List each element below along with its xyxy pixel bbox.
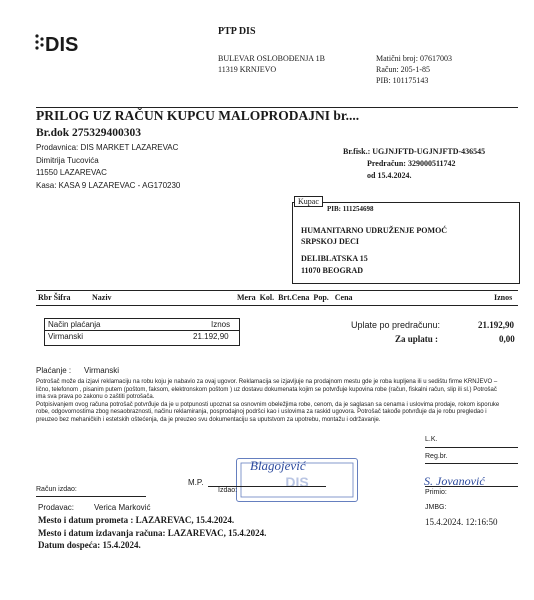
kupac-name-line1: HUMANITARNO UDRUŽENJE POMOĆ — [301, 226, 448, 235]
col-naziv: Naziv — [92, 293, 112, 302]
br-fisk: Br.fisk.: UGJNJFTD-UGJNJFTD-436545 — [343, 147, 486, 156]
svg-text:DIS: DIS — [45, 34, 79, 56]
izdao-label: Izdao: — [218, 487, 238, 494]
company-name: PTP DIS — [218, 26, 256, 37]
store-city: 11550 LAZAREVAC — [36, 168, 107, 177]
kupac-city: 11070 BEOGRAD — [301, 266, 364, 275]
payment-table-rule — [44, 330, 240, 331]
za-uplatu-label: Za uplatu : — [395, 334, 439, 344]
payment-method: Virmanski — [48, 332, 83, 341]
doc-title: PRILOG UZ RAČUN KUPCU MALOPRODAJNI br.... — [36, 108, 360, 123]
prodavnica: Prodavnica: DIS MARKET LAZAREVAC — [36, 143, 179, 152]
predracun: Predračun: 329000511742 — [367, 159, 456, 168]
table-bottom-rule — [36, 305, 518, 306]
col-iznos: Iznos — [494, 293, 513, 302]
predracun-date: od 15.4.2024. — [367, 171, 412, 180]
print-timestamp: 15.4.2024. 12:16:50 — [425, 517, 498, 527]
racun-izdao-label: Račun izdao: — [36, 486, 77, 493]
signature-right: S. Jovanović — [424, 474, 485, 488]
prodavac-label: Prodavac: — [38, 503, 75, 512]
maticni-broj: Matični broj: 07617003 — [376, 54, 452, 63]
racun-izdao-line — [36, 496, 146, 497]
payment-amount-header: Iznos — [211, 320, 231, 329]
col-rbr-sifra: Rbr Šifra — [38, 293, 71, 302]
placanje-value: Virmanski — [84, 366, 119, 375]
company-pib: PIB: 101175143 — [376, 76, 429, 85]
legal-paragraph-1: Potrošač može da izjavi reklamaciju na robu koju je nabavio za ovaj ugovor. Reklamacija se izjavljuje na prodajnom mestu gde je roba kupljena ili u sedištu firme KRNJEVO – lično, telefonom , pisanim putem (poštom, faksom, elektronskom poštom ) uz dostavu dokumenata kojim se potvrđuje kupovina robe (račun, fiskalni račun, slip ili sl.) Potrošač ima sva prava po zakonu o zaštiti potrošača. — [36, 379, 498, 401]
mp-label: M.P. — [188, 478, 204, 487]
legal-text — [36, 379, 506, 425]
mesto-prometa: Mesto i datum prometa : LAZAREVAC, 15.4.2024. — [38, 515, 235, 525]
payment-method-header: Način plaćanja — [48, 320, 101, 329]
reg-br-line — [425, 463, 518, 464]
company-address-line1: BULEVAR OSLOBOĐENJA 1B — [218, 54, 325, 63]
col-mera-kol-cena: Mera Kol. Brt.Cena Pop. Cena — [237, 293, 353, 302]
store-street: Dimitrija Tucovića — [36, 156, 99, 165]
kasa: Kasa: KASA 9 LAZAREVAC - AG170230 — [36, 181, 181, 190]
za-uplatu-value: 0,00 — [499, 334, 515, 344]
company-racun: Račun: 205-1-85 — [376, 65, 430, 74]
reg-br-label: Reg.br. — [425, 453, 448, 460]
doc-br-dok: Br.dok 275329400303 — [36, 127, 142, 139]
datum-dospeca: Datum dospeća: 15.4.2024. — [38, 540, 141, 550]
company-logo — [34, 32, 92, 61]
kupac-street: DELIBLATSKA 15 — [301, 254, 368, 263]
svg-text:DIS: DIS — [285, 474, 309, 490]
uplate-label: Uplate po predračunu: — [351, 320, 441, 330]
placanje-label: Plaćanje : — [36, 366, 72, 375]
lk-label: L.K. — [425, 436, 438, 443]
legal-paragraph-2: Potpisivanjem ovog računa potrošač potvrđuje da je u potpunosti upoznat sa osnovnim obeležjima robe, cenom, da je saglasan sa cenama i uslovima prodaje, rokom isporuke robe, odgovornostima zbog nesaobraznosti, načinu reklamiranja, posprodajnoj podršci kao i uslovima za raskid ugovora. Potrošač takođe potvrđuje da je robu pregledao i preuzeo bez mehaničkih i estetskih oštećenja, da je preuzeo svu dokumentaciju sa uputstvom za upotrebu, montažu i održavanje. — [36, 401, 500, 423]
kupac-label: Kupac — [294, 196, 323, 207]
mesto-izdavanja: Mesto i datum izdavanja računa: LAZAREVAC, 15.4.2024. — [38, 528, 267, 538]
primio-line — [425, 486, 518, 487]
payment-amount: 21.192,90 — [193, 332, 229, 341]
lk-line — [425, 447, 518, 448]
signature-left: Blagojević — [250, 458, 306, 473]
jmbg-label: JMBG: — [425, 504, 447, 511]
uplate-value: 21.192,90 — [478, 320, 514, 330]
kupac-pib: PIB: 111254698 — [327, 205, 374, 213]
primio-label: Primio: — [425, 489, 447, 496]
table-top-rule — [36, 290, 518, 291]
prodavac-value: Verica Marković — [94, 503, 151, 512]
dis-logo-icon — [34, 32, 92, 56]
company-address-line2: 11319 KRNJEVO — [218, 65, 277, 74]
kupac-name-line2: SRPSKOJ DECI — [301, 237, 360, 246]
